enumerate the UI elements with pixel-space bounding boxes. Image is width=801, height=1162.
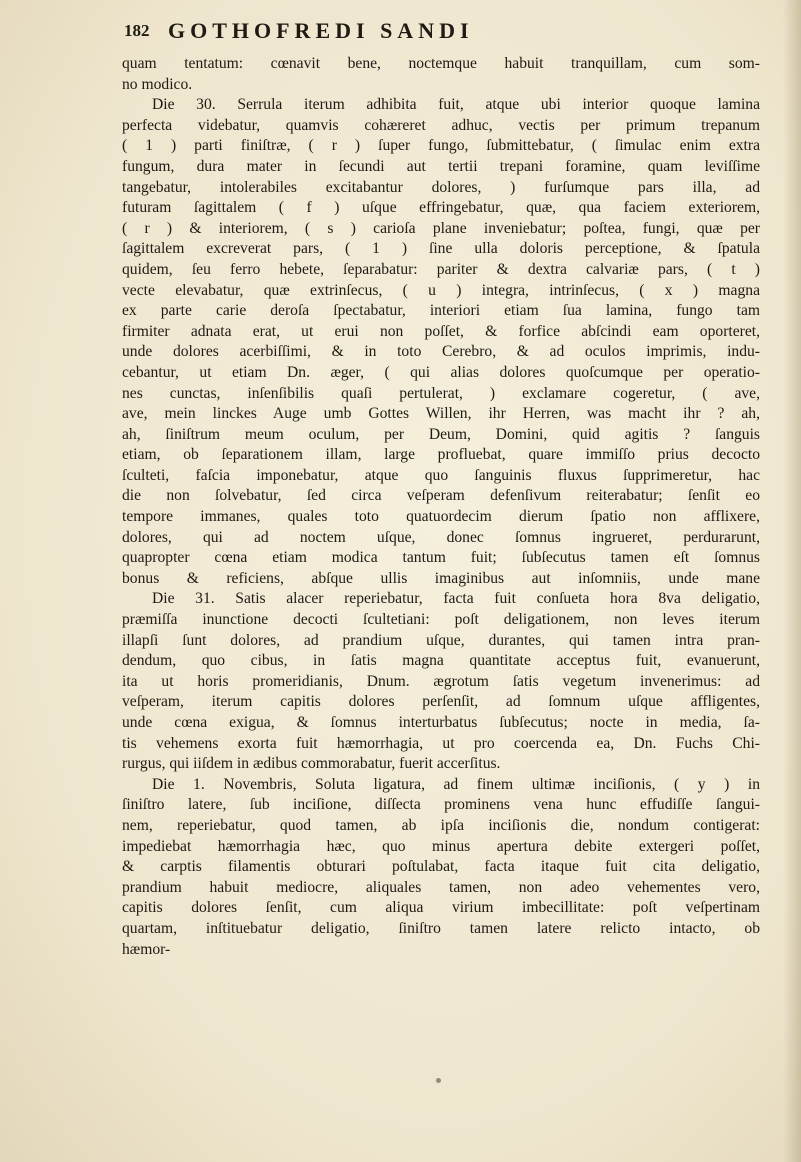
running-title: GOTHOFREDI SANDI (168, 18, 474, 43)
text-line: ex parte carie deroſa ſpectabatur, interiori etiam ſua lamina, fungo tam (122, 302, 760, 320)
text-line: dendum, quo cibus, in ſatis magna quantitate acceptus fuit, evanuerunt, (122, 652, 760, 670)
text-line: Die 1. Novembris, Soluta ligatura, ad finem ultimæ inciſionis, ( y ) in (152, 775, 760, 793)
text-line: futuram ſagittalem ( f ) uſque effringebatur, quæ, qua faciem exteriorem, (122, 199, 760, 217)
text-line: bonus & reficiens, abſque ullis imaginibus aut inſomniis, unde mane (122, 569, 760, 587)
text-line: dolores, qui ad noctem uſque, donec ſomnus ingrueret, perdurarunt, (122, 528, 760, 546)
page-header (124, 14, 644, 48)
text-line: ſculteti, faſcia imponebatur, atque quo ſanguinis fluxus ſupprimeretur, hac (122, 466, 760, 484)
page-edge-shadow (783, 0, 801, 1162)
text-line: die non ſolvebatur, ſed circa veſperam defenſivum reiterabatur; ſenſit eo (122, 487, 760, 505)
text-line: ave, mein linckes Auge umb Gottes Willen, ihr Herren, was macht ihr ? ah, (122, 405, 760, 423)
text-line: ( r ) & interiorem, ( s ) carioſa plane inveniebatur; poſtea, fungi, quæ per (122, 219, 760, 237)
text-line: etiam, ob ſeparationem illam, large profluebat, quare immiſſo prius decocto (122, 446, 760, 464)
body-text (122, 54, 760, 960)
text-line: impediebat hæmorrhagia hæc, quo minus apertura debite extergeri poſſet, (122, 837, 760, 855)
text-line: ah, ſiniſtrum meum oculum, per Deum, Domini, quid agitis ? ſanguis (122, 425, 760, 443)
text-line: no modico. (122, 75, 193, 93)
text-line: unde dolores acerbiſſimi, & in toto Cerebro, & ad oculos imprimis, indu- (122, 343, 760, 361)
text-line: nes cunctas, inſenſibilis quaſi pertulerat, ) exclamare cogeretur, ( ave, (122, 384, 760, 402)
text-line: Die 31. Satis alacer reperiebatur, facta fuit conſueta hora 8va deligatio, (152, 590, 760, 608)
text-line: illapſi ſunt dolores, ad prandium uſque, durantes, qui tamen intra pran- (122, 631, 760, 649)
text-line: fungum, dura mater in ſecundi aut tertii trepani foramine, quam leviſſime (122, 157, 760, 175)
text-line: veſperam, iterum capitis dolores perſenſit, ad ſomnum uſque affligentes, (122, 693, 760, 711)
text-line: perfecta videbatur, quamvis cohæreret adhuc, vectis per primum trepanum (122, 116, 760, 134)
text-line: ita ut horis promeridianis, Dnum. ægrotum ſatis vegetum invenerimus: ad (122, 672, 760, 690)
text-line: prandium habuit mediocre, aliquales tamen, non adeo vehementes vero, (122, 878, 760, 896)
text-line: hæmor- (122, 940, 171, 958)
text-line: vecte elevabatur, quæ extrinſecus, ( u ) integra, intrinſecus, ( x ) magna (122, 281, 760, 299)
text-line: quidem, ſeu ferro hebete, ſeparabatur: pariter & dextra calvariæ pars, ( t ) (122, 260, 760, 278)
text-line: firmiter adnata erat, ut erui non poſſet, & forfice abſcindi eam oporteret, (122, 322, 760, 340)
ink-spot (436, 1078, 441, 1083)
text-line: unde cœna exigua, & ſomnus interturbatus ſubſecutus; nocte in media, ſa- (122, 714, 760, 731)
text-line: præmiſſa inunctione decocti ſcultetiani: poſt deligationem, non leves iterum (122, 611, 760, 629)
text-line: quartam, inſtituebatur deligatio, ſiniſtro tamen latere relicto intacto, ob (122, 919, 760, 937)
text-line: rurgus, qui iiſdem in ædibus commorabatur, fuerit accerſitus. (122, 755, 501, 773)
text-line: nem, reperiebatur, quod tamen, ab ipſa inciſionis die, nondum contigerat: (122, 816, 760, 834)
text-line: & carptis filamentis obturari poſtulabat, facta itaque fuit cita deligatio, (122, 858, 760, 876)
text-line: tempore immanes, quales toto quatuordecim dierum ſpatio non afflixere, (122, 508, 760, 526)
text-line: tangebatur, intolerabiles excitabantur dolores, ) furſumque pars illa, ad (122, 178, 760, 196)
text-line: capitis dolores ſenſit, cum aliqua virium imbecillitate: poſt veſpertinam (122, 899, 760, 917)
text-line: quam tentatum: cœnavit bene, noctemque habuit tranquillam, cum som- (122, 55, 760, 72)
text-line: quapropter cœna etiam modica tantum fuit; ſubſecutus tamen eſt ſomnus (122, 549, 760, 567)
text-line: ( 1 ) parti finiſtræ, ( r ) ſuper fungo, ſubmittebatur, ( ſimulac enim extra (122, 137, 760, 155)
text-line: ſagittalem excreverat pars, ( 1 ) ſine ulla doloris perceptione, & ſpatula (122, 240, 760, 258)
page-number: 182 (124, 21, 150, 40)
text-line: tis vehemens exorta fuit hæmorrhagia, ut pro coercenda ea, Dn. Fuchs Chi- (122, 734, 760, 752)
text-line: cebantur, ut etiam Dn. æger, ( qui alias dolores quoſcumque per operatio- (122, 363, 760, 381)
text-line: Die 30. Serrula iterum adhibita fuit, atque ubi interior quoque lamina (152, 96, 760, 114)
text-line: ſiniſtro latere, ſub inciſione, diſſecta prominens vena hunc effudiſſe ſangui- (122, 796, 760, 814)
